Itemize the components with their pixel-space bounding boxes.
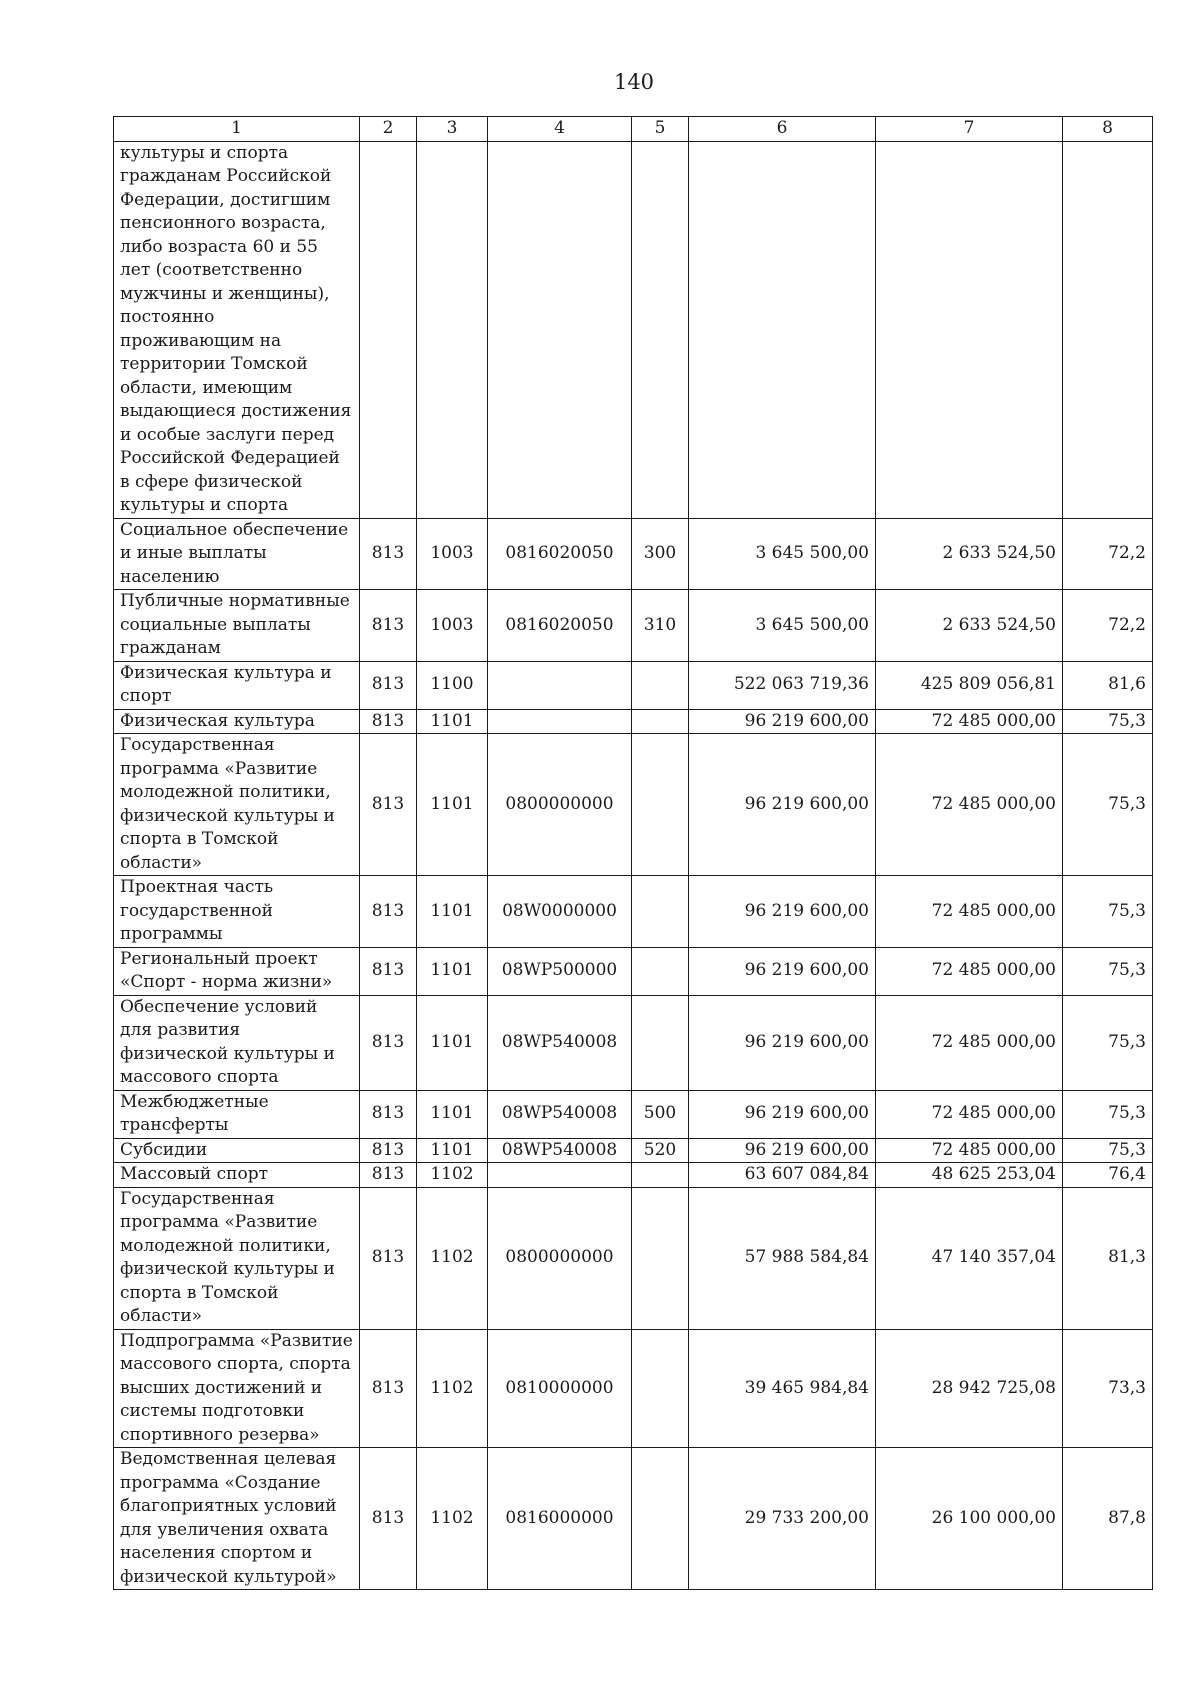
cell-percent: 75,3 [1063, 876, 1153, 948]
cell-plan-amount: 96 219 600,00 [689, 734, 876, 876]
cell-ministry-code: 813 [360, 1163, 417, 1188]
cell-ministry-code: 813 [360, 1090, 417, 1138]
cell-percent: 76,4 [1063, 1163, 1153, 1188]
cell-percent: 73,3 [1063, 1329, 1153, 1448]
row-name: Проектная часть государственной программы [114, 876, 360, 948]
cell-plan-amount: 57 988 584,84 [689, 1187, 876, 1329]
cell-ministry-code: 813 [360, 661, 417, 709]
cell-plan-amount [689, 141, 876, 518]
cell-plan-amount: 96 219 600,00 [689, 876, 876, 948]
row-name: Социальное обеспечение и иные выплаты населению [114, 518, 360, 590]
cell-ministry-code: 813 [360, 1448, 417, 1590]
cell-section-code: 1102 [417, 1448, 488, 1590]
col-header-8: 8 [1063, 117, 1153, 142]
cell-expense-type [632, 709, 689, 734]
cell-plan-amount: 96 219 600,00 [689, 1138, 876, 1163]
table-row [114, 1163, 1153, 1188]
cell-target-article: 0816000000 [488, 1448, 632, 1590]
cell-percent: 87,8 [1063, 1448, 1153, 1590]
cell-actual-amount: 425 809 056,81 [876, 661, 1063, 709]
cell-section-code: 1102 [417, 1329, 488, 1448]
row-name: Межбюджетные трансферты [114, 1090, 360, 1138]
row-name: Обеспечение условий для развития физической культуры и массового спорта [114, 995, 360, 1090]
cell-actual-amount: 2 633 524,50 [876, 518, 1063, 590]
col-header-4: 4 [488, 117, 632, 142]
cell-actual-amount: 72 485 000,00 [876, 734, 1063, 876]
cell-actual-amount: 72 485 000,00 [876, 709, 1063, 734]
cell-percent: 72,2 [1063, 518, 1153, 590]
col-header-2: 2 [360, 117, 417, 142]
cell-target-article: 08WP540008 [488, 1090, 632, 1138]
cell-target-article: 0810000000 [488, 1329, 632, 1448]
cell-section-code: 1101 [417, 995, 488, 1090]
cell-expense-type: 520 [632, 1138, 689, 1163]
cell-target-article: 0800000000 [488, 734, 632, 876]
cell-percent [1063, 141, 1153, 518]
cell-percent: 75,3 [1063, 995, 1153, 1090]
row-name: Подпрограмма «Развитие массового спорта, спорта высших достижений и системы подготовки спортивного резерва» [114, 1329, 360, 1448]
cell-ministry-code: 813 [360, 995, 417, 1090]
cell-actual-amount: 2 633 524,50 [876, 590, 1063, 662]
cell-expense-type [632, 661, 689, 709]
row-name: Массовый спорт [114, 1163, 360, 1188]
col-header-3: 3 [417, 117, 488, 142]
cell-section-code: 1102 [417, 1163, 488, 1188]
cell-percent: 75,3 [1063, 947, 1153, 995]
cell-plan-amount: 39 465 984,84 [689, 1329, 876, 1448]
cell-plan-amount: 522 063 719,36 [689, 661, 876, 709]
row-name: культуры и спорта гражданам Российской Федерации, достигшим пенсионного возраста, либо возраста 60 и 55 лет (соответственно мужчины и женщины), постоянно проживающим на территории Томской области, имеющим выдающиеся достижения и особые заслуги перед Российской Федерацией в сфере физической культуры и спорта [114, 141, 360, 518]
col-header-7: 7 [876, 117, 1063, 142]
cell-actual-amount [876, 141, 1063, 518]
cell-target-article: 08WP540008 [488, 995, 632, 1090]
cell-section-code: 1102 [417, 1187, 488, 1329]
page-number: 140 [613, 70, 655, 94]
cell-section-code: 1101 [417, 876, 488, 948]
cell-percent: 81,3 [1063, 1187, 1153, 1329]
cell-section-code: 1101 [417, 1090, 488, 1138]
cell-section-code: 1101 [417, 1138, 488, 1163]
row-name: Субсидии [114, 1138, 360, 1163]
cell-actual-amount: 48 625 253,04 [876, 1163, 1063, 1188]
cell-actual-amount: 72 485 000,00 [876, 1090, 1063, 1138]
cell-target-article: 08W0000000 [488, 876, 632, 948]
cell-section-code [417, 141, 488, 518]
cell-target-article: 0816020050 [488, 518, 632, 590]
cell-actual-amount: 72 485 000,00 [876, 876, 1063, 948]
cell-percent: 75,3 [1063, 1090, 1153, 1138]
row-name: Региональный проект «Спорт - норма жизни» [114, 947, 360, 995]
cell-ministry-code: 813 [360, 1329, 417, 1448]
cell-ministry-code [360, 141, 417, 518]
cell-ministry-code: 813 [360, 590, 417, 662]
table-row [114, 1448, 1153, 1590]
table-row [114, 518, 1153, 590]
cell-ministry-code: 813 [360, 734, 417, 876]
cell-actual-amount: 28 942 725,08 [876, 1329, 1063, 1448]
cell-plan-amount: 3 645 500,00 [689, 518, 876, 590]
table-row [114, 1329, 1153, 1448]
table-row [114, 995, 1153, 1090]
cell-expense-type: 500 [632, 1090, 689, 1138]
row-name: Физическая культура [114, 709, 360, 734]
cell-expense-type [632, 947, 689, 995]
cell-section-code: 1101 [417, 947, 488, 995]
cell-expense-type [632, 1329, 689, 1448]
cell-target-article: 08WP540008 [488, 1138, 632, 1163]
row-name: Физическая культура и спорт [114, 661, 360, 709]
table-row [114, 590, 1153, 662]
cell-expense-type [632, 734, 689, 876]
cell-plan-amount: 96 219 600,00 [689, 709, 876, 734]
table-row [114, 709, 1153, 734]
cell-target-article [488, 1163, 632, 1188]
cell-plan-amount: 96 219 600,00 [689, 995, 876, 1090]
cell-target-article [488, 141, 632, 518]
cell-ministry-code: 813 [360, 1138, 417, 1163]
table-row [114, 734, 1153, 876]
budget-table [113, 116, 1153, 1590]
cell-ministry-code: 813 [360, 709, 417, 734]
cell-percent: 75,3 [1063, 734, 1153, 876]
col-header-5: 5 [632, 117, 689, 142]
cell-percent: 81,6 [1063, 661, 1153, 709]
table-row [114, 947, 1153, 995]
cell-section-code: 1003 [417, 518, 488, 590]
cell-ministry-code: 813 [360, 518, 417, 590]
cell-expense-type: 300 [632, 518, 689, 590]
table-row [114, 661, 1153, 709]
cell-target-article [488, 709, 632, 734]
cell-expense-type [632, 876, 689, 948]
cell-section-code: 1003 [417, 590, 488, 662]
cell-expense-type [632, 1187, 689, 1329]
table-row [114, 1090, 1153, 1138]
cell-expense-type [632, 1448, 689, 1590]
cell-plan-amount: 29 733 200,00 [689, 1448, 876, 1590]
table-row [114, 1187, 1153, 1329]
row-name: Ведомственная целевая программа «Создание благоприятных условий для увеличения охвата населения спортом и физической культурой» [114, 1448, 360, 1590]
table-row [114, 876, 1153, 948]
cell-plan-amount: 63 607 084,84 [689, 1163, 876, 1188]
cell-section-code: 1101 [417, 734, 488, 876]
row-name: Государственная программа «Развитие молодежной политики, физической культуры и спорта в Томской области» [114, 1187, 360, 1329]
cell-expense-type [632, 141, 689, 518]
cell-percent: 75,3 [1063, 1138, 1153, 1163]
table-row [114, 1138, 1153, 1163]
cell-expense-type [632, 1163, 689, 1188]
cell-target-article: 0816020050 [488, 590, 632, 662]
cell-expense-type: 310 [632, 590, 689, 662]
cell-actual-amount: 72 485 000,00 [876, 995, 1063, 1090]
cell-ministry-code: 813 [360, 1187, 417, 1329]
col-header-1: 1 [114, 117, 360, 142]
cell-plan-amount: 96 219 600,00 [689, 1090, 876, 1138]
cell-actual-amount: 72 485 000,00 [876, 1138, 1063, 1163]
table-row [114, 141, 1153, 518]
cell-target-article [488, 661, 632, 709]
cell-ministry-code: 813 [360, 876, 417, 948]
row-name: Публичные нормативные социальные выплаты гражданам [114, 590, 360, 662]
cell-expense-type [632, 995, 689, 1090]
col-header-6: 6 [689, 117, 876, 142]
header-row [114, 117, 1153, 142]
cell-actual-amount: 26 100 000,00 [876, 1448, 1063, 1590]
cell-section-code: 1100 [417, 661, 488, 709]
row-name: Государственная программа «Развитие молодежной политики, физической культуры и спорта в Томской области» [114, 734, 360, 876]
cell-target-article: 0800000000 [488, 1187, 632, 1329]
cell-actual-amount: 47 140 357,04 [876, 1187, 1063, 1329]
cell-ministry-code: 813 [360, 947, 417, 995]
cell-percent: 72,2 [1063, 590, 1153, 662]
cell-percent: 75,3 [1063, 709, 1153, 734]
cell-section-code: 1101 [417, 709, 488, 734]
cell-plan-amount: 96 219 600,00 [689, 947, 876, 995]
cell-plan-amount: 3 645 500,00 [689, 590, 876, 662]
cell-actual-amount: 72 485 000,00 [876, 947, 1063, 995]
cell-target-article: 08WP500000 [488, 947, 632, 995]
